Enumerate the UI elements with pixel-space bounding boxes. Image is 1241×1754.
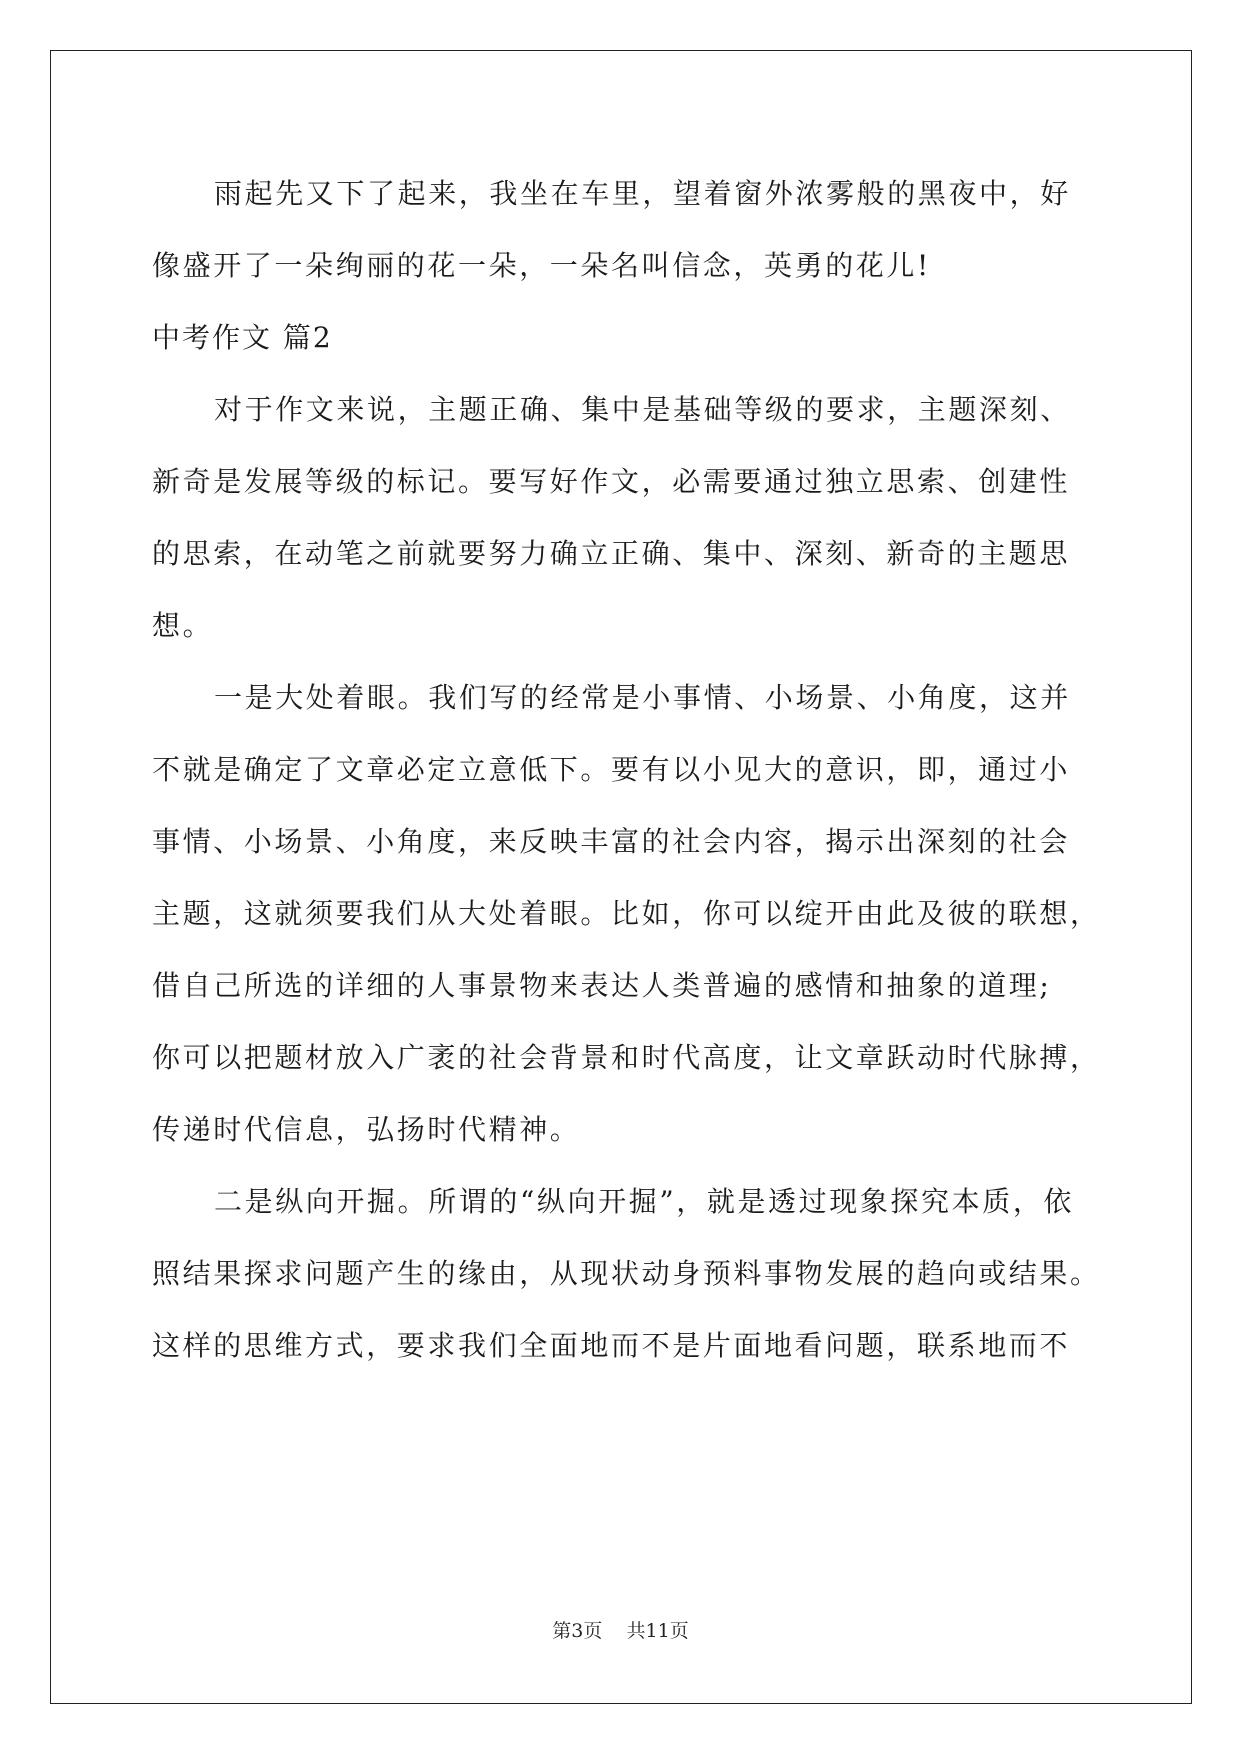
document-body [152,158,1101,1382]
paragraph-line: 事情、小场景、小角度，来反映丰富的社会内容，揭示出深刻的社会 [152,825,1071,858]
paragraph-line: 新奇是发展等级的标记。要写好作文，必需要通过独立思索、创建性 [152,465,1071,498]
paragraph-line: 你可以把题材放入广袤的社会背景和时代高度，让文章跃动时代脉搏， [152,1041,1101,1074]
paragraph-line: 二是纵向开掘。所谓的“纵向开掘”，就是透过现象探究本质，依 [214,1185,1075,1218]
page-total: 共11页 [626,1620,689,1642]
paragraph-line: 一是大处着眼。我们写的经常是小事情、小场景、小角度，这并 [214,681,1071,714]
page-footer [0,1616,1241,1643]
paragraph-line: 雨起先又下了起来，我坐在车里，望着窗外浓雾般的黑夜中，好 [214,177,1071,210]
paragraph-line: 借自己所选的详细的人事景物来表达人类普遍的感情和抽象的道理; [152,969,1052,1002]
paragraph-line: 照结果探求问题产生的缘由，从现状动身预料事物发展的趋向或结果。 [152,1257,1101,1290]
paragraph-line: 这样的思维方式，要求我们全面地而不是片面地看问题，联系地而不 [152,1329,1071,1362]
paragraph-line: 的思索，在动笔之前就要努力确立正确、集中、深刻、新奇的主题思 [152,537,1071,570]
section-heading: 中考作文 篇2 [152,321,333,354]
paragraph-line: 想。 [152,609,214,642]
page-number: 第3页 [552,1620,603,1642]
paragraph-line: 不就是确定了文章必定立意低下。要有以小见大的意识，即，通过小 [152,753,1071,786]
paragraph-line: 像盛开了一朵绚丽的花一朵，一朵名叫信念，英勇的花儿! [152,249,931,282]
paragraph-line: 主题，这就须要我们从大处着眼。比如，你可以绽开由此及彼的联想， [152,897,1101,930]
paragraph-line: 对于作文来说，主题正确、集中是基础等级的要求，主题深刻、 [214,393,1071,426]
paragraph-line: 传递时代信息，弘扬时代精神。 [152,1113,581,1146]
